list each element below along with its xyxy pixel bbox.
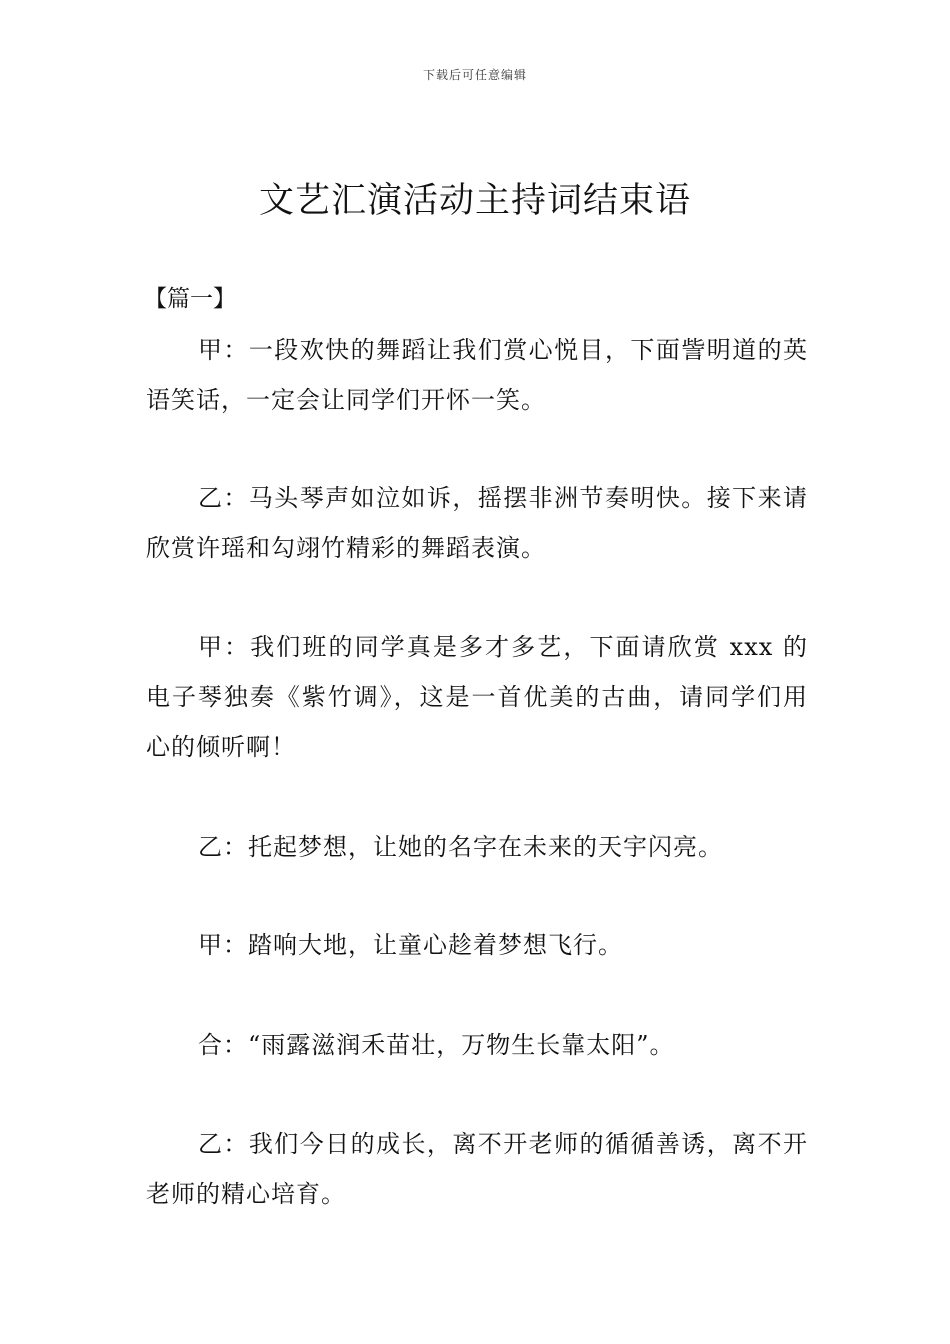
paragraph-2: 乙：马头琴声如泣如诉，摇摆非洲节奏明快。接下来请欣赏许瑶和勾翊竹精彩的舞蹈表演。 <box>146 484 808 562</box>
document-title: 文艺汇演活动主持词结束语 <box>258 181 691 221</box>
paragraph-4: 乙：托起梦想，让她的名字在未来的天宇闪亮。 <box>198 833 723 861</box>
paragraph-5: 甲：踏响大地，让童心趁着梦想飞行。 <box>198 931 623 959</box>
header-note: 下载后可任意编辑 <box>422 68 527 82</box>
paragraph-1: 甲：一段欢快的舞蹈让我们赏心悦目，下面訾明道的英语笑话，一定会让同学们开怀一笑。 <box>146 336 808 414</box>
section-label: 【篇一】 <box>144 286 236 312</box>
paragraph-7: 乙：我们今日的成长，离不开老师的循循善诱，离不开老师的精心培育。 <box>146 1130 808 1208</box>
paragraph-6: 合：“雨露滋润禾苗壮，万物生长靠太阳”。 <box>198 1031 675 1059</box>
paragraph-3: 甲：我们班的同学真是多才多艺，下面请欣赏 xxx 的电子琴独奏《紫竹调》，这是一首优美的古曲，请同学们用心的倾听啊！ <box>146 633 808 761</box>
